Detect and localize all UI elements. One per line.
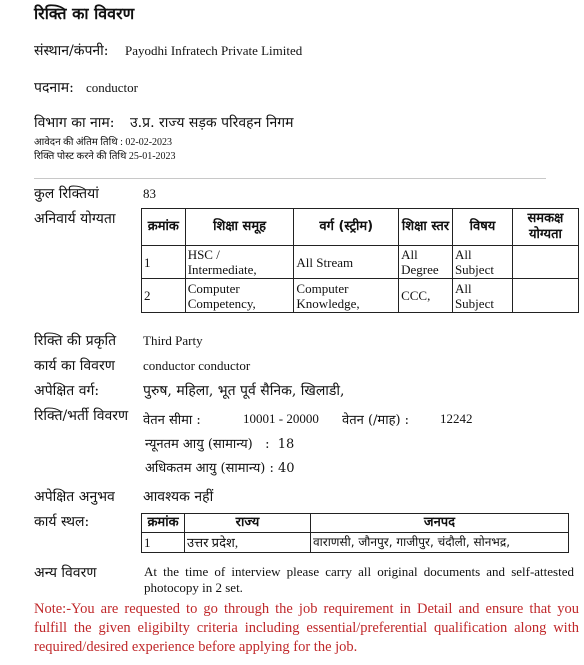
col-header: समकक्ष योग्यता: [512, 209, 578, 246]
col-header: राज्य: [185, 514, 311, 533]
last-date: आवेदन की अंतिम तिथि : 02-02-2023: [34, 137, 173, 148]
col-header: क्रमांक: [142, 514, 185, 533]
dept-label: विभाग का नाम:: [34, 115, 115, 131]
col-header: जनपद: [311, 514, 569, 533]
job-desc-value: conductor conductor: [143, 358, 251, 373]
salary-value: 12242: [440, 411, 473, 426]
table-header-row: [142, 209, 579, 246]
table-cell: CCC,: [399, 279, 453, 313]
max-age: अधिकतम आयु (सामान्य) : 40: [145, 461, 295, 476]
table-cell: All Subject: [452, 279, 512, 313]
post-value: conductor: [86, 80, 138, 95]
table-cell: उत्तर प्रदेश,: [185, 533, 311, 553]
table-cell: All Stream: [294, 246, 399, 279]
table-row: [142, 533, 569, 553]
category-label: अपेक्षित वर्ग:: [34, 383, 100, 399]
col-header: शिक्षा स्तर: [399, 209, 453, 246]
col-header: शिक्षा समूह: [185, 209, 294, 246]
total-label: कुल रिक्तियां: [34, 186, 99, 202]
total-value: 83: [143, 186, 156, 201]
col-header: वर्ग (स्ट्रीम): [294, 209, 399, 246]
table-cell: 1: [142, 533, 185, 553]
location-table: [141, 513, 569, 553]
job-desc-label: कार्य का विवरण: [34, 358, 115, 374]
nature-label: रिक्ति की प्रकृति: [34, 333, 117, 349]
section-divider: [34, 178, 546, 179]
table-cell: Computer Competency,: [185, 279, 294, 313]
table-cell: [512, 246, 578, 279]
category-value: पुरुष, महिला, भूत पूर्व सैनिक, खिलाडी,: [143, 383, 345, 399]
page-title: रिक्ति का विवरण: [34, 4, 135, 23]
org-value: Payodhi Infratech Private Limited: [125, 43, 303, 58]
salary-label: वेतन (/माह) :: [342, 413, 410, 428]
experience-label: अपेक्षित अनुभव: [34, 489, 115, 505]
other-value: At the time of interview please carry all original documents and self-attested photocopy in 2 set.: [144, 564, 574, 595]
table-cell: वाराणसी, जौनपुर, गाजीपुर, चंदौली, सोनभद्र,: [311, 533, 569, 553]
posted-date: रिक्ति पोस्ट करने की तिथि 25-01-2023: [34, 151, 176, 162]
other-label: अन्य विवरण: [34, 565, 97, 581]
table-cell: HSC / Intermediate,: [185, 246, 294, 279]
table-cell: 1: [142, 246, 186, 279]
col-header: क्रमांक: [142, 209, 186, 246]
pay-range-label: वेतन सीमा :: [143, 413, 201, 428]
dept-value: उ.प्र. राज्य सड़क परिवहन निगम: [130, 115, 294, 131]
table-row: [142, 279, 579, 313]
qualification-label: अनिवार्य योग्यता: [34, 211, 116, 227]
table-cell: All Subject: [452, 246, 512, 279]
table-cell: All Degree: [399, 246, 453, 279]
experience-value: आवश्यक नहीं: [143, 489, 214, 505]
table-cell: 2: [142, 279, 186, 313]
post-label: पदनाम:: [34, 80, 74, 96]
min-age: न्यूनतम आयु (सामान्य) : 18: [145, 437, 295, 452]
table-row: [142, 246, 579, 279]
table-header-row: [142, 514, 569, 533]
recruitment-label: रिक्ति/भर्ती विवरण: [34, 408, 129, 424]
pay-range-value: 10001 - 20000: [243, 411, 319, 426]
qualification-table: [141, 208, 579, 313]
nature-value: Third Party: [143, 333, 203, 348]
location-label: कार्य स्थल:: [34, 514, 90, 530]
note-text: Note:-You are requested to go through the job requirement in Detail and ensure that you fulfill the given eligibilty criteria including essential/preferential qualification along with required/desired experience before applying for the job.: [34, 601, 579, 655]
col-header: विषय: [452, 209, 512, 246]
org-label: संस्थान/कंपनी:: [34, 43, 109, 59]
table-cell: Computer Knowledge,: [294, 279, 399, 313]
table-cell: [512, 279, 578, 313]
